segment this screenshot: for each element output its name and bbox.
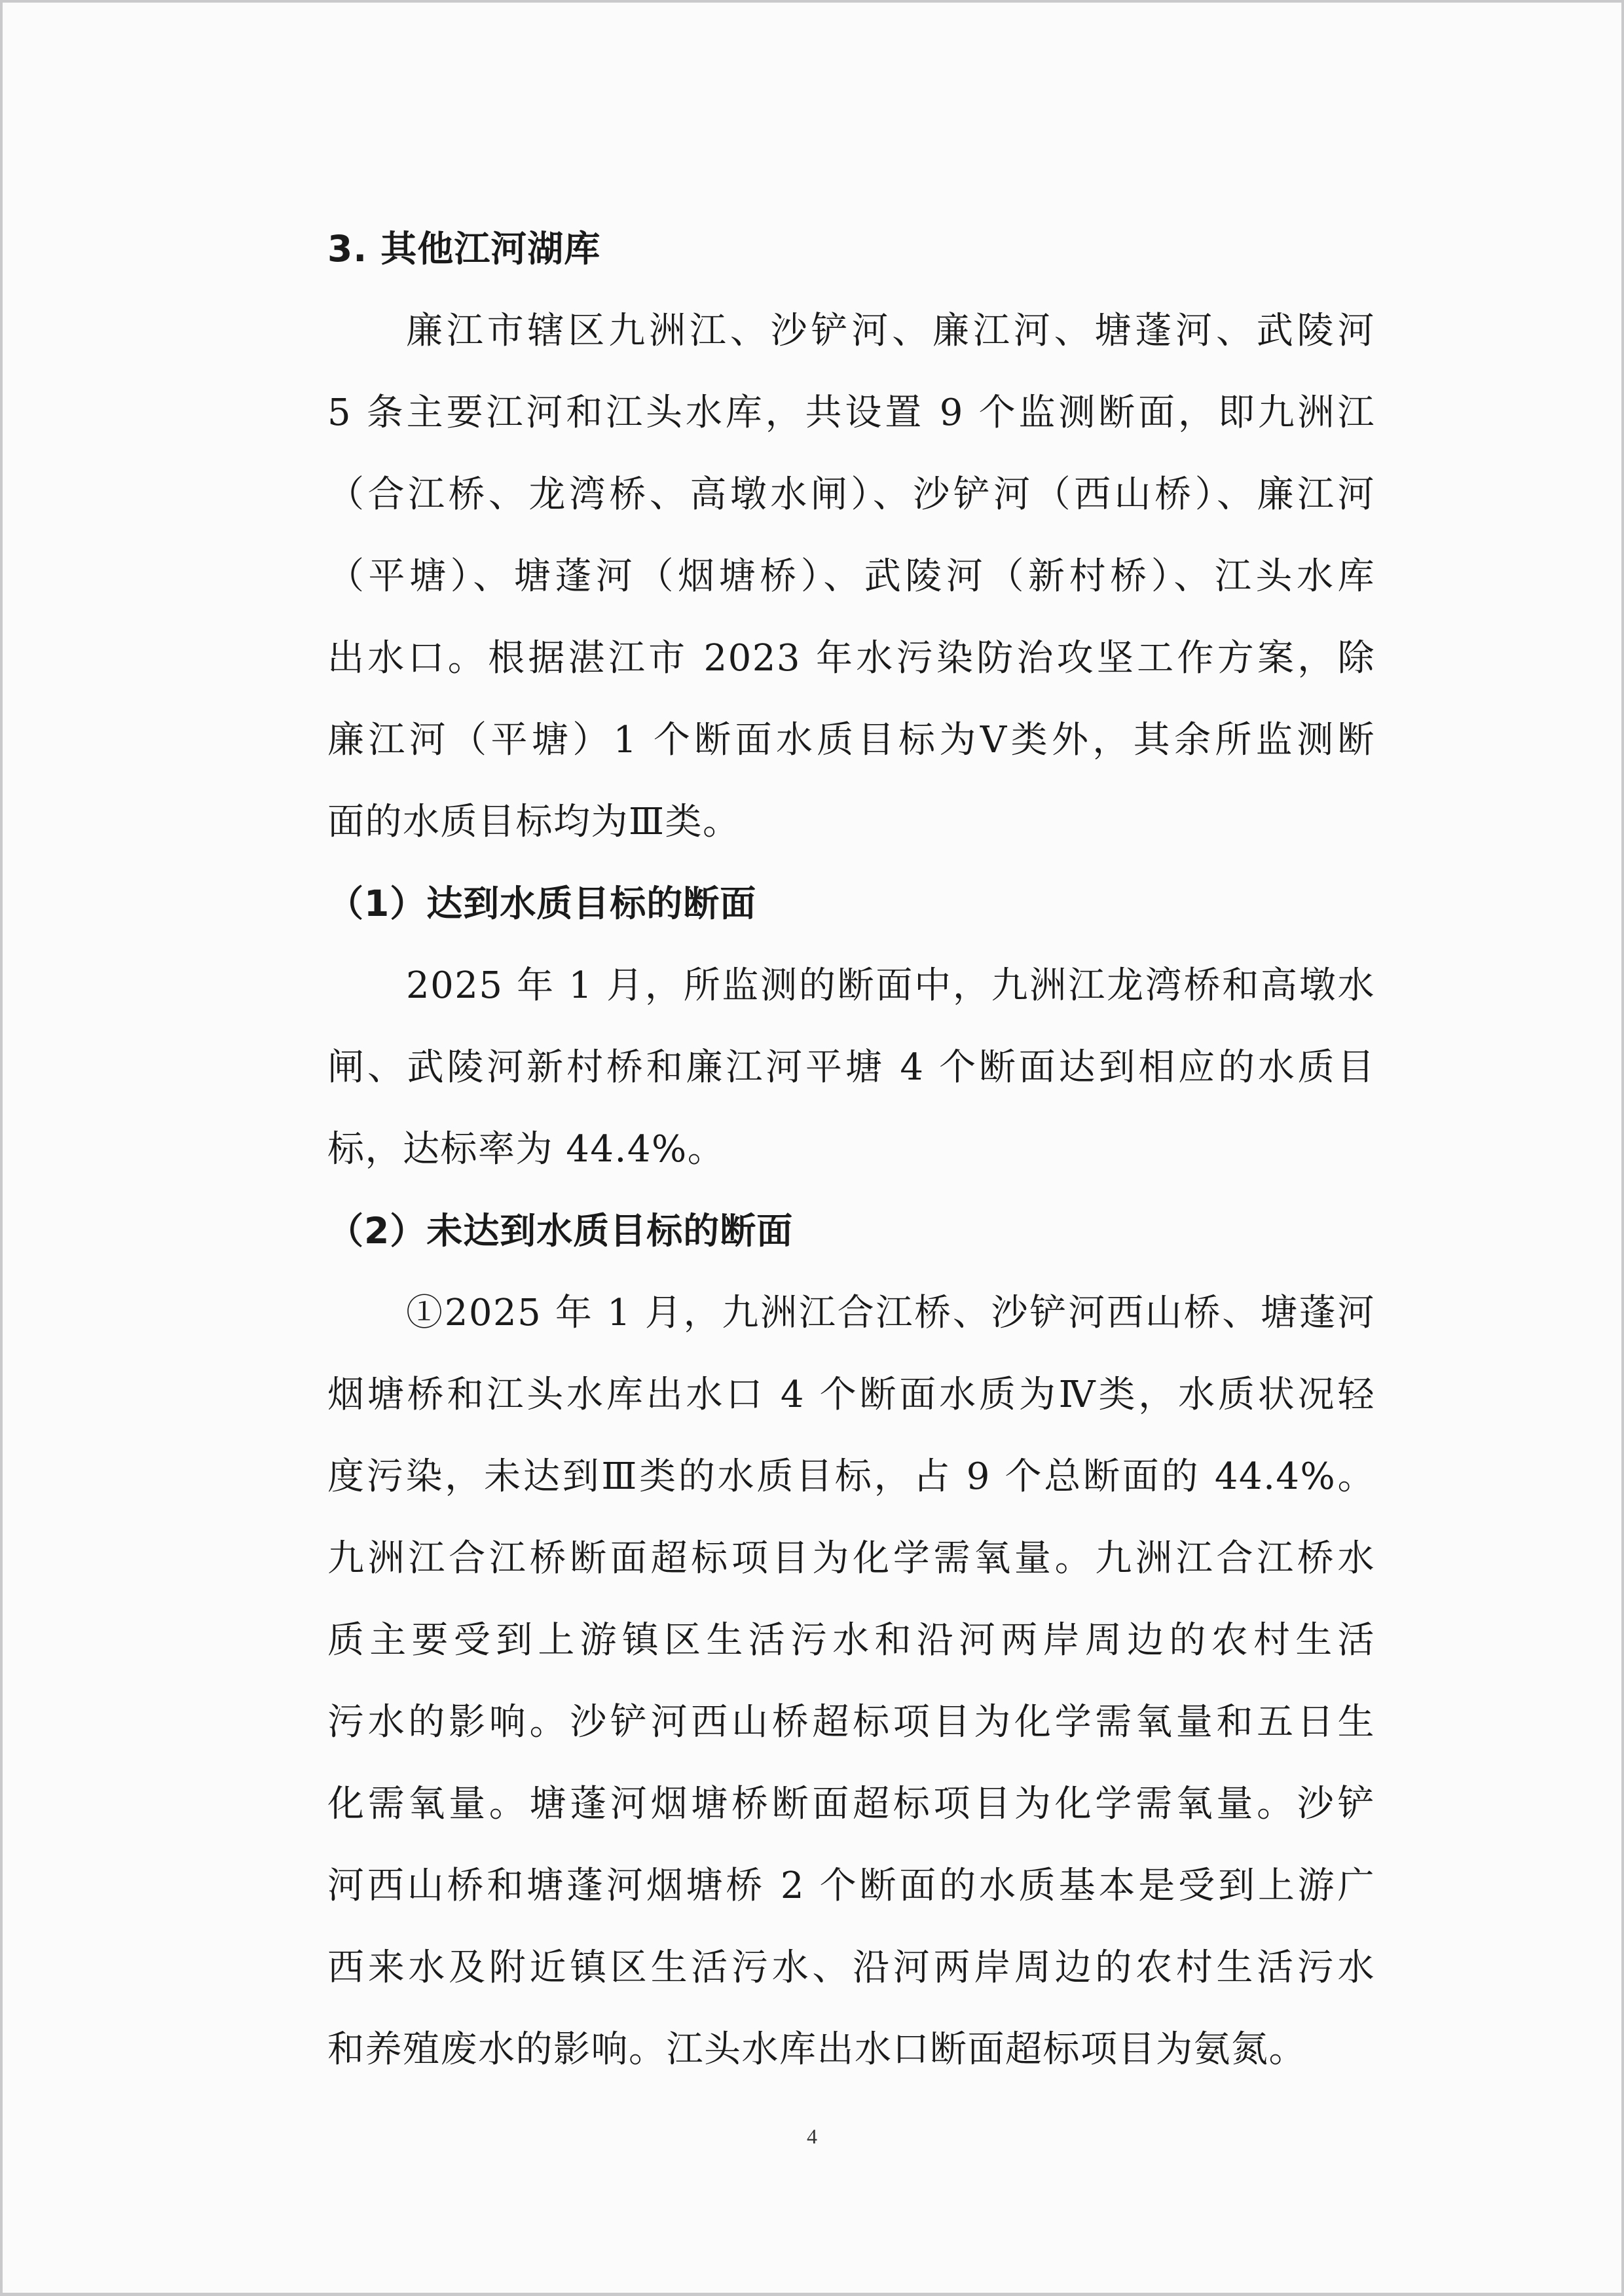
scan-edge-top [0,0,1624,3]
text-line: 质主要受到上游镇区生活污水和沿河两岸周边的农村生活 [327,1619,1375,1662]
scan-edge-left [0,0,3,2296]
text-line: 出水口。根据湛江市 2023 年水污染防治攻坚工作方案，除 [327,637,1375,680]
text-line: 廉江市辖区九洲江、沙铲河、廉江河、塘蓬河、武陵河 [406,310,1375,352]
document-body [249,208,1375,2090]
text-line: 度污染，未达到Ⅲ类的水质目标，占 9 个总断面的 44.4%。 [327,1455,1375,1498]
scan-edge-bottom [0,2293,1624,2296]
sub-heading-not-achieved: （2）未达到水质目标的断面 [327,1210,794,1252]
text-line: 标，达标率为 44.4%。 [327,1128,726,1171]
text-line: 九洲江合江桥断面超标项目为化学需氧量。九洲江合江桥水 [327,1537,1375,1580]
text-line: 2025 年 1 月，所监测的断面中，九洲江龙湾桥和高墩水 [406,964,1375,1007]
text-line: 河西山桥和塘蓬河烟塘桥 2 个断面的水质基本是受到上游广 [327,1865,1375,1907]
intro-paragraph [249,290,1375,863]
text-line: 和养殖废水的影响。江头水库出水口断面超标项目为氨氮。 [327,2028,1306,2071]
text-line: （合江桥、龙湾桥、高墩水闸）、沙铲河（西山桥）、廉江河 [327,473,1375,516]
text-line: 化需氧量。塘蓬河烟塘桥断面超标项目为化学需氧量。沙铲 [327,1783,1375,1825]
text-line: 廉江河（平塘）1 个断面水质目标为Ⅴ类外，其余所监测断 [327,719,1375,761]
page-number: 4 [807,2124,817,2148]
section-heading: 3. 其他江河湖库 [327,228,601,270]
not-achieved-paragraph [249,1272,1375,2090]
text-line: 西来水及附近镇区生活污水、沿河两岸周边的农村生活污水 [327,1946,1375,1989]
text-line: ①2025 年 1 月，九洲江合江桥、沙铲河西山桥、塘蓬河 [406,1292,1375,1334]
text-line: （平塘）、塘蓬河（烟塘桥）、武陵河（新村桥）、江头水库 [327,555,1375,598]
text-line: 闸、武陵河新村桥和廉江河平塘 4 个断面达到相应的水质目 [327,1046,1375,1089]
text-line: 面的水质目标均为Ⅲ类。 [327,801,741,843]
sub-heading-achieved: （1）达到水质目标的断面 [327,883,757,924]
scan-edge-right [1621,0,1624,2296]
text-line: 5 条主要江河和江头水库，共设置 9 个监测断面，即九洲江 [327,392,1375,434]
text-line: 烟塘桥和江头水库出水口 4 个断面水质为Ⅳ类，水质状况轻 [327,1374,1375,1416]
text-line: 污水的影响。沙铲河西山桥超标项目为化学需氧量和五日生 [327,1701,1375,1743]
achieved-paragraph [249,945,1375,1190]
